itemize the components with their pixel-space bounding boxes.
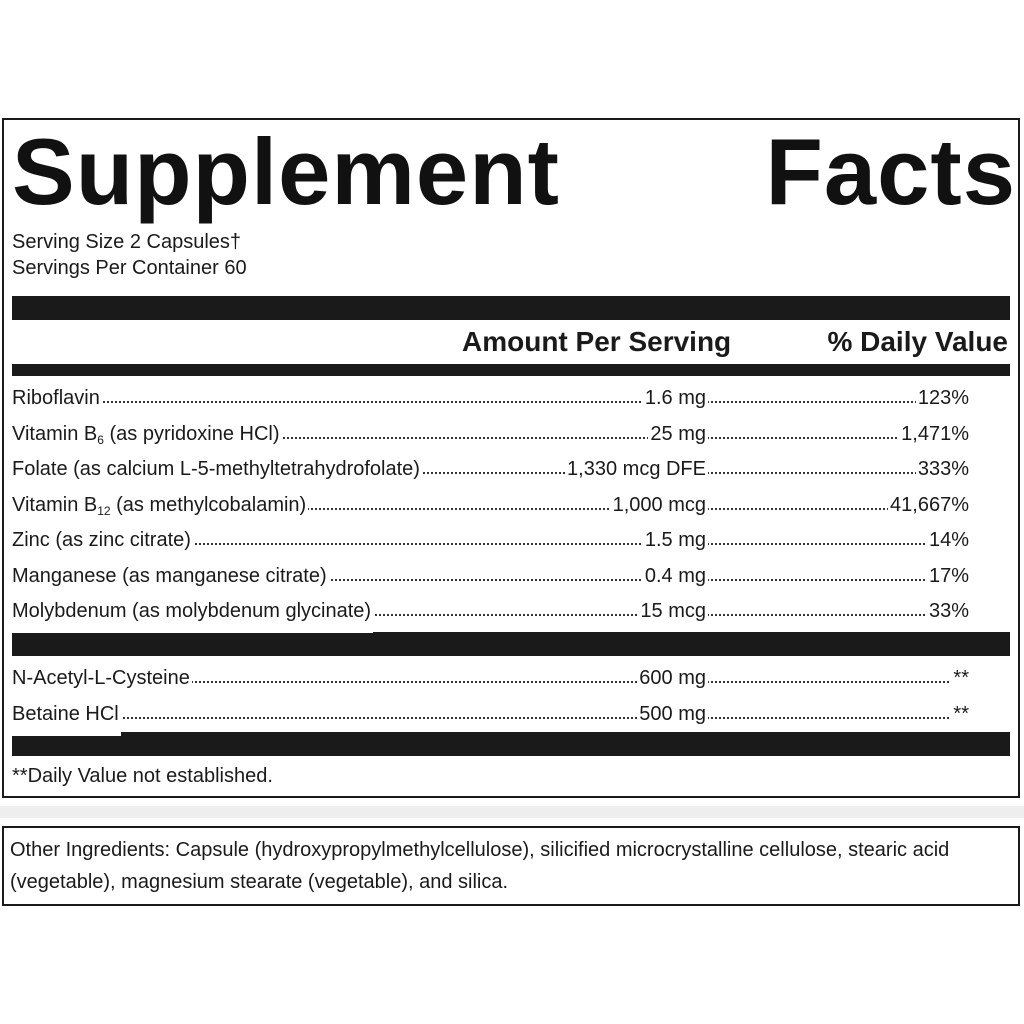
nutrient-daily-value: 41,667% [888,489,969,521]
nutrient-row [12,489,969,521]
nutrient-form-text: (as pyridoxine HCl) [103,422,280,445]
nutrient-name [12,382,102,420]
nutrient-subscript: 12 [97,503,111,518]
other-ingredients-text: Other Ingredients: Capsule (hydroxypropylmethylcellulose), silicified microcrystalline cellulose, stearic acid (vegetable), magnesium stearate (vegetable), and silica. [10,839,950,893]
nutrient-name [12,489,308,527]
nutrient-name-text: N-Acetyl-L-Cysteine [12,667,190,689]
nutrient-name [12,524,193,562]
servings-per-container: Servings Per Container 60 [12,257,247,279]
nutrient-name-text: Vitamin B [12,422,98,445]
nutrient-daily-value: ** [951,662,969,694]
title-word-supplement: Supplement [12,119,560,224]
nutrient-row [12,418,969,450]
nutrient-daily-value: 33% [927,595,969,627]
nutrient-daily-value: 14% [927,524,969,556]
nutrient-name-text: Manganese (as manganese citrate) [12,564,327,587]
nutrient-amount: 15 mcg [638,595,708,627]
nutrient-name [12,662,192,700]
nutrient-name-text: Betaine HCl [12,703,119,725]
nutrient-row [12,560,969,592]
nutrient-amount: 1.5 mg [643,524,708,556]
nutrient-name [12,418,282,456]
nutrient-amount: 500 mg [637,698,708,730]
dot-leader [12,401,969,403]
nutrient-name [12,698,121,736]
nutrient-amount: 1,000 mcg [611,489,708,521]
header-divider [12,364,1010,376]
nutrient-name [12,453,422,491]
panel-separator [0,806,1024,818]
nutrient-row [12,453,969,485]
nutrient-name [12,595,373,633]
nutrient-amount: 1.6 mg [643,382,708,414]
nutrient-amount: 600 mg [637,662,708,694]
nutrient-name [12,560,329,598]
supplement-facts-panel [2,118,1020,798]
nutrient-row [12,524,969,556]
nutrient-daily-value: 17% [927,560,969,592]
nutrient-daily-value: 333% [916,453,969,485]
nutrient-subscript: 6 [97,432,104,447]
footnote: **Daily Value not established. [12,765,273,787]
nutrient-name-text: Molybdenum (as molybdenum glycinate) [12,600,372,622]
amount-per-serving-header: Amount Per Serving [462,326,732,357]
section-divider [12,632,1010,656]
nutrient-name-text: Folate (as calcium L-5-methyltetrahydrofolate) [12,458,420,480]
dot-leader [12,717,969,719]
nutrient-row [12,698,969,730]
nutrient-name-text: Vitamin B [12,493,98,516]
serving-size: Serving Size 2 Capsules† [12,231,242,253]
nutrient-row [12,595,969,627]
nutrient-amount: 1,330 mcg DFE [565,453,708,485]
panel-title [12,112,1016,232]
nutrient-daily-value: 123% [916,382,969,414]
nutrient-daily-value: ** [951,698,969,730]
nutrient-row [12,662,969,694]
thick-divider [12,296,1010,320]
other-ingredients-box [2,826,1020,906]
nutrient-row [12,382,969,414]
title-word-facts: Facts [765,119,1016,224]
nutrient-amount: 25 mg [648,418,708,450]
nutrient-daily-value: 1,471% [899,418,969,450]
bottom-divider [12,732,1010,756]
nutrient-name-text: Riboflavin [12,387,100,409]
daily-value-header: % Daily Value [827,326,1008,357]
nutrient-form-text: (as methylcobalamin) [110,493,307,516]
nutrient-name-text: Zinc (as zinc citrate) [12,529,191,551]
nutrient-amount: 0.4 mg [643,560,708,592]
